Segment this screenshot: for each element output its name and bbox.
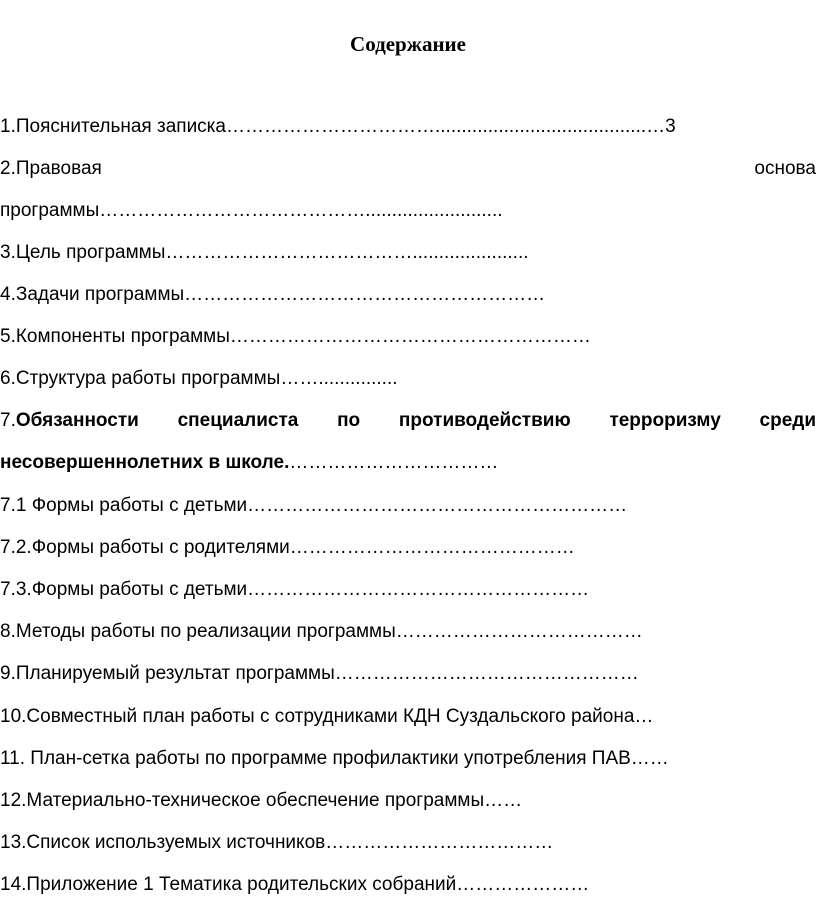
toc-item-2-word-1: 2.Правовая: [0, 158, 102, 179]
toc-item-7-word: по: [337, 410, 361, 431]
toc-item-2-word-2: основа: [754, 158, 816, 179]
page-title: Содержание: [350, 32, 466, 56]
toc-item-7-word: среди: [759, 410, 816, 431]
toc-item-13: 13.Список используемых источников………………………………: [0, 832, 554, 853]
toc-item-6: 6.Структура работы программы……...............: [0, 368, 398, 389]
toc-item-11: 11. План-сетка работы по программе профилактики употребления ПАВ……: [0, 748, 669, 769]
toc-item-3: 3.Цель программы…………………………………......................: [0, 242, 529, 263]
toc-item-2-continuation: программы……………………………………..........................: [0, 200, 503, 221]
toc-item-1: 1.Пояснительная записка……………………………........................................…3: [0, 116, 676, 137]
toc-item-7-continuation-dots: ……………………………: [289, 452, 499, 473]
toc-item-14: 14.Приложение 1 Тематика родительских собраний…………………: [0, 874, 590, 895]
toc-item-7-1: 7.1 Формы работы с детьми……………………………………………………: [0, 495, 628, 516]
toc-item-12: 12.Материально-техническое обеспечение программы……: [0, 790, 523, 811]
toc-item-10: 10.Совместный план работы с сотрудниками КДН Суздальского района…: [0, 706, 654, 727]
toc-item-7-word-1: [0, 409, 139, 433]
toc-item-7-word: противодействию: [398, 410, 571, 431]
toc-item-7-2: 7.2.Формы работы с родителями………………………………………: [0, 537, 575, 558]
toc-item-7-word: специалиста: [177, 410, 299, 431]
toc-item-2: [0, 157, 816, 181]
toc-item-7-word: терроризму: [609, 410, 721, 431]
toc-item-7: [0, 409, 816, 433]
toc-item-7-continuation: [0, 451, 498, 475]
toc-item-7-continuation-text: несовершеннолетних в школе.: [0, 452, 290, 473]
toc-item-7-number: 7.: [0, 410, 16, 431]
toc-item-7-3: 7.3.Формы работы с детьми………………………………………………: [0, 579, 590, 600]
toc-item-9: 9.Планируемый результат программы…………………………………………: [0, 663, 639, 684]
toc-item-7-word: Обязанности: [15, 410, 139, 431]
toc-item-5: 5.Компоненты программы…………………………………………………: [0, 326, 591, 347]
toc-item-4: 4.Задачи программы…………………………………………………: [0, 284, 546, 305]
toc-item-8: 8.Методы работы по реализации программы…………………………………: [0, 621, 643, 642]
